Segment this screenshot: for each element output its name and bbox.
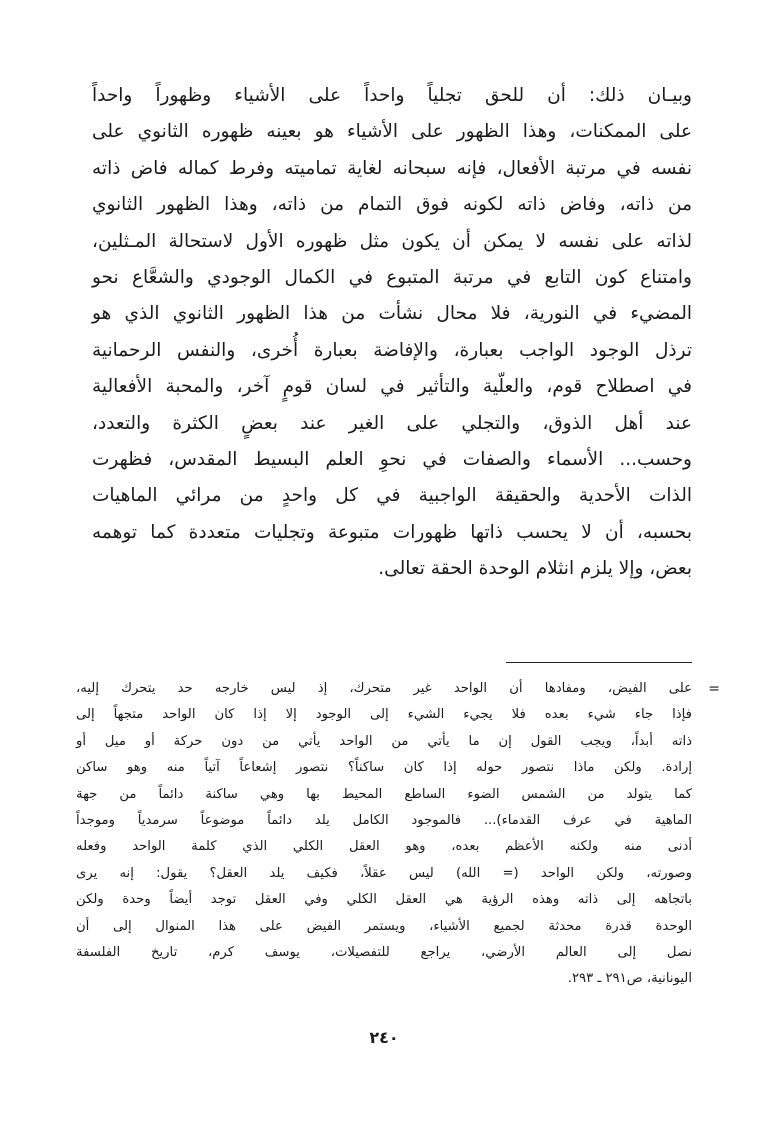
text-line: عند أهل الذوق، والتجلي على الغير عند بعضٍ الكثرة والتعدد،	[92, 412, 692, 434]
footnote-separator	[506, 662, 692, 663]
text-line: نفسه في مرتبة الأفعال، فإنه سبحانه لغاية تماميته وفرط كماله فاض ذاته	[92, 157, 692, 179]
text-line: لذاته على نفسه لا يمكن أن يكون مثل ظهوره الأول لاستحالة المـثلين،	[92, 230, 692, 252]
footnote-line: اليونانية، ص٢٩١ ـ ٢٩٣.	[567, 971, 692, 987]
text-line: على الممكنات، وهذا الظهور على الأشياء هو بعينه ظهوره الثانوي على	[92, 121, 692, 143]
footnote-line: ذاته أبداً، ويجب القول إن ما يأتي من الواحد يأتي من دون حركة أو ميل أو	[76, 733, 692, 749]
footnote-line: أدنى منه ولكنه الأعظم بعده، وهو العقل الكلي الذي كلمة الواحد وفعله	[76, 839, 692, 855]
text-line: ترذل الوجود الواجب بعبارة، والإفاضة بعبارة أُخرى، والنفس الرحمانية	[92, 339, 692, 361]
page-number: ٢٤٠	[369, 1028, 399, 1047]
footnote-continuation-marker: =	[708, 681, 720, 697]
footnote-line: كما يتولد من الشمس الضوء الساطع المحيط بها وهي ساكنة دائماً من جهة	[76, 786, 692, 802]
text-line: الذات الأحدية والحقيقة الواجبية في كل واحدٍ من مرائي الماهيات	[92, 485, 692, 507]
footnote-line: باتجاهه إلى ذاته وهذه الرؤية هي العقل الكلي وفي العقل توجد أيضاً وحدة ولكن	[76, 892, 692, 908]
footnote-block	[76, 676, 720, 993]
footnote-line: وصورته، ولكن الواحد (= الله) ليس عقلاً، فكيف يلد العقل؟ يقول: إنه يرى	[76, 865, 692, 881]
footnote-line: على الفيض، ومفادها أن الواحد غير متحرك، إذ ليس خارجه حد يتحرك إليه،	[76, 681, 692, 696]
text-line: بحسبه، أن لا يحسب ذاتها ظهورات متبوعة وتجليات متعددة كما توهمه	[92, 521, 692, 543]
text-line: بعض، وإلا يلزم انثلام الوحدة الحقة تعالى.	[378, 558, 692, 580]
text-line: في اصطلاح قوم، والعلّية والتأثير في لسان قومٍ آخر، والمحبة الأفعالية	[92, 376, 692, 398]
footnote-line: الماهية في عرف القدماء)... فالموجود الكامل يلد دائماً موضوعاً سرمدياً وموجداً	[76, 812, 692, 828]
footnote-line: فإذا جاء شيء بعده فلا يجيء الشيء إلى الوجود إلا إذا كان الواحد متجهاً إلى	[76, 707, 692, 723]
footnote-line: الوحدة قدرة محدثة لجميع الأشياء، ويستمر الفيض على هذا المنوال إلى أن	[76, 918, 692, 934]
footnote-line: إرادة. ولكن ماذا نتصور حوله إذا كان ساكناً؟ نتصور إشعاعاً آتياً منه وهو ساكن	[76, 760, 692, 776]
text-line: المضيء في النورية، فلا محال نشأت من هذا الظهور الثانوي الذي هو	[92, 303, 692, 325]
main-paragraph	[92, 78, 692, 587]
text-line: وامتناع كون التابع في مرتبة المتبوع في الكمال الوجودي والشعَّاع نحو	[92, 266, 692, 288]
footnote-line: نصل إلى العالم الأرضي، يراجع للتفصيلات، يوسف كرم، تاريخ الفلسفة	[76, 944, 692, 960]
text-line: وبيـان ذلك: أن للحق تجلياً واحداً على الأشياء وظهوراً واحداً	[92, 85, 692, 106]
text-line: من ذاته، وفاض ذاته لكونه فوق التمام من ذاته، وهذا الظهور الثانوي	[92, 194, 692, 216]
text-line: وحسب... الأسماء والصفات في نحوِ العلم البسيط المقدس، فظهرت	[92, 448, 692, 470]
main-text-block	[92, 78, 692, 587]
